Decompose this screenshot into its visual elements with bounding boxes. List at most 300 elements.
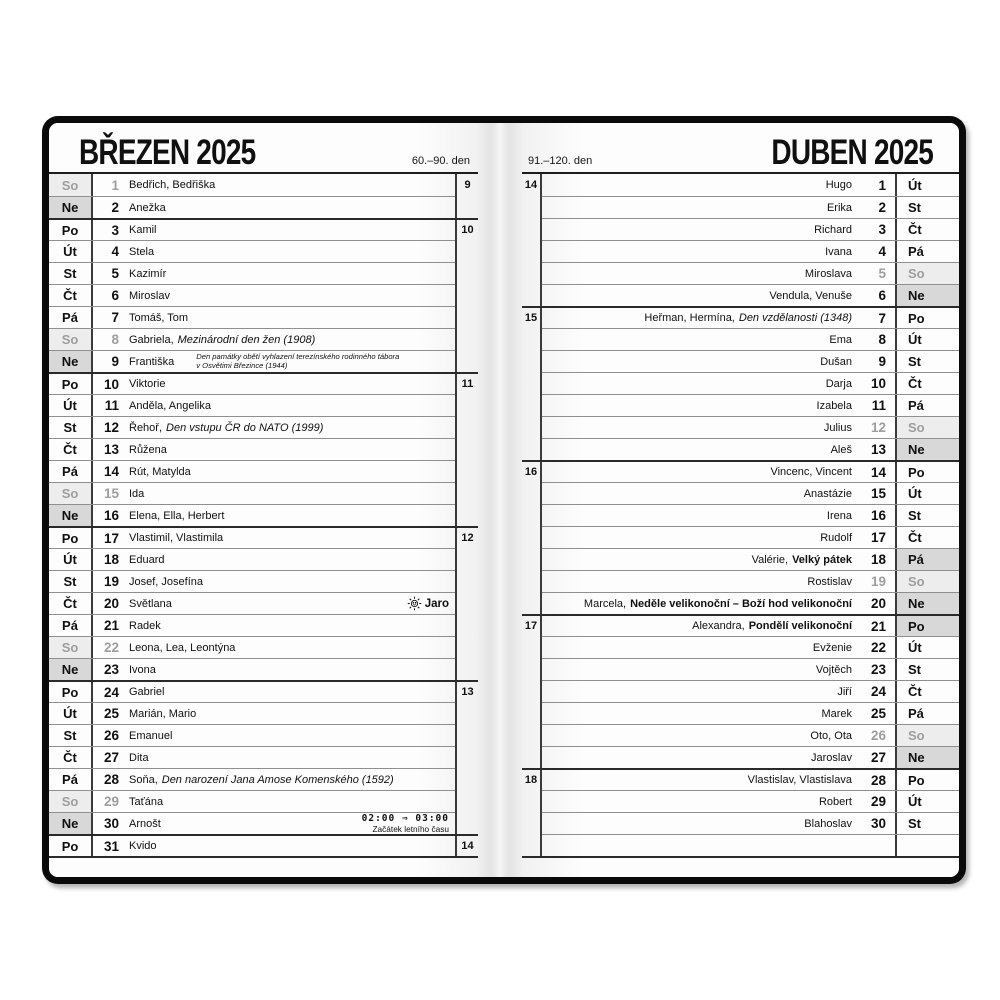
day-number: 28 [870, 772, 886, 788]
name-day-names: Vlastimil, Vlastimila [129, 532, 224, 544]
week-number [455, 592, 478, 614]
name-day-names: Vendula, Venuše [769, 289, 852, 302]
week-number [522, 680, 542, 702]
diary-cover [42, 116, 966, 884]
row-body [119, 769, 455, 790]
row-body [542, 462, 865, 482]
row-body [119, 285, 455, 306]
week-number [455, 284, 478, 306]
row-body [542, 285, 865, 306]
day-number [865, 835, 895, 856]
name-day-names: Stela [129, 245, 155, 258]
day-abbr-cell: Pá [49, 769, 93, 790]
name-day-names: Dita [129, 751, 149, 764]
name-day-names: Aleš [830, 443, 852, 456]
row-body [119, 220, 455, 240]
week-number [522, 240, 542, 262]
calendar-row [522, 284, 959, 306]
row-body [542, 329, 865, 350]
calendar-row [49, 350, 478, 372]
name-day-names: Anděla, Angelika [129, 399, 211, 412]
name-day-names: Vincenc, Vincent [770, 466, 852, 478]
day-number: 19 [103, 574, 119, 589]
calendar-row [522, 592, 959, 614]
day-number: 15 [103, 486, 119, 501]
day-abbr-cell: St [49, 417, 93, 438]
week-number [522, 746, 542, 768]
week-number: 18 [522, 770, 542, 790]
diary-pages [49, 123, 959, 877]
name-day-names: Hugo [825, 179, 852, 191]
row-body [119, 659, 455, 680]
row-body [119, 461, 455, 482]
week-number [522, 394, 542, 416]
calendar-row [522, 680, 959, 702]
calendar-row-empty [522, 834, 959, 856]
row-body [542, 571, 865, 592]
name-day-names: Robert [818, 795, 852, 808]
week-number [522, 658, 542, 680]
week-number: 16 [522, 462, 542, 482]
calendar-row [49, 812, 478, 834]
name-day-names: Irena [826, 509, 852, 522]
week-number [455, 724, 478, 746]
day-abbr-cell: So [895, 725, 959, 746]
day-abbr-cell: Čt [49, 593, 93, 614]
day-abbr-cell: Pá [895, 549, 959, 570]
day-number: 28 [103, 772, 119, 787]
day-number: 13 [103, 442, 119, 457]
name-day-names: Oto, Ota [810, 729, 852, 742]
name-day-names: Blahoslav [804, 817, 852, 830]
month-title-march: BŘEZEN 2025 [79, 133, 256, 173]
row-body [542, 593, 865, 614]
row-body [542, 308, 865, 328]
row-body [119, 682, 455, 702]
calendar-row [49, 482, 478, 504]
sun-face-icon [407, 596, 422, 611]
calendar-row [49, 438, 478, 460]
row-body [119, 174, 455, 196]
day-number: 7 [111, 310, 119, 325]
week-number [455, 812, 478, 834]
day-range-label-april: 91.–120. den [528, 155, 593, 167]
week-number [455, 636, 478, 658]
name-day-names: Světlana [129, 597, 172, 610]
day-number: 21 [103, 618, 119, 633]
day-range-label-march: 60.–90. den [411, 155, 470, 167]
name-day-names: Leona, Lea, Leontýna [129, 641, 236, 654]
name-day-names: Valérie, [751, 553, 789, 566]
row-body [542, 174, 865, 196]
row-body [542, 505, 865, 526]
calendar-row [49, 746, 478, 768]
week-number [455, 416, 478, 438]
calendar-row [49, 196, 478, 218]
name-day-names: Marián, Mario [129, 707, 197, 720]
row-body [542, 616, 865, 636]
name-day-names: Richard [814, 223, 852, 236]
row-body [119, 549, 455, 570]
row-body [542, 835, 865, 856]
week-number [522, 482, 542, 504]
day-abbr-cell: Út [49, 241, 93, 262]
day-number: 4 [878, 244, 886, 259]
calendar-row [522, 768, 959, 790]
row-body [119, 374, 455, 394]
day-abbr-cell: Út [49, 549, 93, 570]
week-number: 10 [455, 220, 478, 240]
name-day-names: Kazimír [129, 267, 167, 280]
week-number [522, 504, 542, 526]
calendar-row [49, 416, 478, 438]
day-abbr-cell: Út [895, 637, 959, 658]
calendar-row [49, 504, 478, 526]
name-day-names: Heřman, Hermína, [644, 312, 735, 324]
day-number: 15 [870, 486, 886, 501]
row-body [119, 637, 455, 658]
week-number [455, 614, 478, 636]
day-abbr-cell: Pá [895, 241, 959, 262]
day-number: 9 [878, 354, 886, 369]
week-number [455, 746, 478, 768]
day-abbr-cell: Po [49, 682, 93, 702]
week-number [455, 790, 478, 812]
name-day-names: Jiří [837, 685, 852, 698]
name-day-names: Elena, Ella, Herbert [129, 509, 225, 522]
day-number: 11 [104, 398, 119, 413]
week-number [522, 416, 542, 438]
day-abbr-cell: Po [49, 836, 93, 856]
calendar-row [522, 438, 959, 460]
week-number [455, 328, 478, 350]
day-abbr-cell: Ne [49, 813, 93, 834]
week-number: 12 [455, 528, 478, 548]
week-number [455, 262, 478, 284]
week-number [522, 812, 542, 834]
calendar-row [49, 306, 478, 328]
holiday-note: Pondělí velikonoční [748, 620, 852, 632]
day-abbr-cell: St [49, 263, 93, 284]
day-number: 30 [103, 816, 119, 831]
day-abbr-cell: St [49, 725, 93, 746]
calendar-grid-april [522, 172, 959, 858]
day-abbr-cell: Ne [895, 285, 959, 306]
week-number [522, 636, 542, 658]
row-body [542, 527, 865, 548]
calendar-row [522, 372, 959, 394]
day-abbr-cell: Út [49, 395, 93, 416]
calendar-row [49, 680, 478, 702]
calendar-row [49, 284, 478, 306]
row-body [542, 417, 865, 438]
calendar-row [49, 570, 478, 592]
name-day-names: Gabriel [129, 686, 165, 698]
day-abbr-cell: Út [895, 174, 959, 196]
day-number: 4 [111, 244, 119, 259]
week-number [522, 350, 542, 372]
day-number: 10 [870, 376, 886, 391]
week-number [455, 438, 478, 460]
day-number: 20 [103, 596, 119, 611]
day-number: 18 [870, 552, 886, 567]
row-body [542, 813, 865, 834]
row-body [119, 395, 455, 416]
observance-note: Den vzdělanosti (1348) [738, 312, 852, 324]
calendar-row [522, 218, 959, 240]
week-number [522, 218, 542, 240]
day-number: 27 [870, 750, 886, 765]
day-number: 20 [870, 596, 886, 611]
calendar-row [522, 306, 959, 328]
calendar-row [522, 658, 959, 680]
week-number [455, 240, 478, 262]
week-number [522, 834, 542, 856]
row-body [542, 395, 865, 416]
week-number [455, 460, 478, 482]
left-page-header [49, 123, 478, 172]
row-body [542, 681, 865, 702]
row-body [542, 725, 865, 746]
row-body [542, 747, 865, 768]
calendar-grid-march [49, 172, 478, 858]
day-abbr-cell: St [895, 813, 959, 834]
calendar-row [522, 746, 959, 768]
day-abbr-cell: Ne [49, 659, 93, 680]
row-body [542, 637, 865, 658]
name-day-names: Izabela [816, 399, 852, 412]
day-abbr-cell: Čt [895, 681, 959, 702]
name-day-names: Darja [825, 377, 852, 390]
week-number [522, 262, 542, 284]
calendar-row [49, 724, 478, 746]
day-number: 27 [103, 750, 119, 765]
day-abbr-cell: Po [49, 220, 93, 240]
row-body [542, 241, 865, 262]
day-abbr-cell: Čt [895, 219, 959, 240]
name-day-names: Gabriela, [129, 333, 174, 346]
week-number [455, 196, 478, 218]
day-abbr-cell: So [49, 329, 93, 350]
row-body [119, 241, 455, 262]
right-page-april [522, 123, 959, 877]
day-abbr-cell: Pá [895, 395, 959, 416]
calendar-row [522, 482, 959, 504]
calendar-row [522, 504, 959, 526]
day-abbr-cell: Čt [895, 373, 959, 394]
name-day-names: Marcela, [583, 597, 627, 610]
day-number: 30 [870, 816, 886, 831]
name-day-names: Arnošt [129, 817, 161, 830]
week-number [455, 570, 478, 592]
dst-annotation [362, 814, 451, 834]
day-number: 14 [103, 464, 119, 479]
day-number: 5 [878, 266, 886, 281]
day-abbr-cell: Ne [49, 505, 93, 526]
calendar-row [522, 328, 959, 350]
observance-note: Den narození Jana Amose Komenského (1592) [161, 773, 394, 786]
row-body [119, 836, 455, 856]
book-spine [478, 123, 522, 877]
name-day-names: Vojtěch [815, 663, 852, 676]
name-day-names: Eduard [129, 553, 165, 566]
name-day-names: Rudolf [820, 531, 852, 544]
day-number: 31 [103, 838, 119, 854]
name-day-names: Anežka [129, 201, 166, 214]
calendar-row [49, 636, 478, 658]
week-number: 9 [455, 174, 478, 196]
day-number: 1 [878, 177, 886, 193]
day-abbr-cell: So [49, 791, 93, 812]
day-number: 25 [103, 706, 119, 721]
week-number [522, 526, 542, 548]
calendar-row [522, 526, 959, 548]
row-body [542, 770, 865, 790]
calendar-row [522, 614, 959, 636]
day-abbr-cell: St [895, 197, 959, 218]
calendar-row [49, 526, 478, 548]
calendar-row [522, 174, 959, 196]
name-day-names: Miroslav [129, 289, 170, 302]
name-day-names: Josef, Josefína [129, 575, 203, 588]
name-day-names: Dušan [820, 355, 852, 368]
calendar-row [49, 174, 478, 196]
calendar-row [49, 614, 478, 636]
row-body [119, 483, 455, 504]
row-body [119, 351, 455, 372]
name-day-names: Kvido [129, 840, 157, 852]
calendar-row [522, 790, 959, 812]
calendar-row [49, 240, 478, 262]
week-number [455, 394, 478, 416]
observance-note: Mezinárodní den žen (1908) [177, 333, 316, 346]
row-body [119, 593, 455, 614]
week-number [522, 284, 542, 306]
calendar-row [522, 812, 959, 834]
right-page-header [522, 123, 959, 172]
calendar-row [522, 460, 959, 482]
day-abbr-cell: Út [895, 329, 959, 350]
week-number [455, 306, 478, 328]
week-number [522, 724, 542, 746]
day-number: 26 [870, 728, 886, 743]
row-body [119, 417, 455, 438]
week-number: 14 [522, 174, 542, 196]
day-abbr-cell: Ne [895, 593, 959, 614]
day-number: 3 [878, 222, 886, 237]
day-abbr-cell: Pá [49, 615, 93, 636]
calendar-row [522, 570, 959, 592]
row-body [542, 263, 865, 284]
day-number: 18 [103, 552, 119, 567]
row-body [119, 725, 455, 746]
day-number: 24 [870, 684, 886, 699]
calendar-row [49, 702, 478, 724]
day-number: 11 [871, 398, 886, 413]
dst-label: Začátek letního času [372, 823, 449, 834]
day-number: 17 [103, 530, 119, 546]
week-number: 13 [455, 682, 478, 702]
name-day-names: Ida [129, 487, 145, 500]
day-abbr-cell: So [895, 263, 959, 284]
name-day-names: Ivana [825, 245, 852, 258]
calendar-row [522, 724, 959, 746]
name-day-names: Taťána [129, 795, 164, 808]
day-abbr-cell: Čt [49, 747, 93, 768]
holiday-note: Neděle velikonoční – Boží hod velikonoční [630, 597, 852, 610]
day-abbr-cell: Pá [895, 703, 959, 724]
memorial-note [196, 353, 399, 370]
day-abbr-cell: St [895, 351, 959, 372]
row-body [119, 439, 455, 460]
day-abbr-cell: St [49, 571, 93, 592]
day-abbr-cell: Pá [49, 461, 93, 482]
calendar-row [49, 592, 478, 614]
day-number: 3 [111, 222, 119, 238]
day-abbr-cell: Čt [895, 527, 959, 548]
week-number [522, 790, 542, 812]
week-number [522, 548, 542, 570]
week-number: 11 [455, 374, 478, 394]
name-day-names: Radek [129, 619, 161, 632]
spring-annotation [407, 596, 451, 611]
week-number [522, 328, 542, 350]
day-abbr-cell: Út [895, 483, 959, 504]
observance-note: Den vstupu ČR do NATO (1999) [166, 421, 324, 434]
week-number [455, 350, 478, 372]
row-body [542, 439, 865, 460]
week-number: 17 [522, 616, 542, 636]
name-day-names: Miroslava [804, 267, 852, 280]
calendar-row [49, 328, 478, 350]
name-day-names: Emanuel [129, 729, 173, 742]
day-number: 8 [878, 332, 886, 347]
day-abbr-cell: Po [895, 308, 959, 328]
name-day-names: Tomáš, Tom [129, 311, 189, 324]
memorial-note-line: Den památky obětí vyhlazení terezínského rodinného tábora [196, 352, 400, 362]
name-day-names: Řehoř, [129, 421, 163, 434]
week-number [522, 196, 542, 218]
day-abbr-cell: Čt [49, 285, 93, 306]
day-number: 10 [103, 376, 119, 392]
day-abbr-cell: Po [49, 528, 93, 548]
row-body [542, 549, 865, 570]
week-number [522, 372, 542, 394]
day-number: 1 [111, 177, 119, 193]
day-number: 6 [111, 288, 119, 303]
day-abbr-cell: Pá [49, 307, 93, 328]
name-day-names: Františka [129, 355, 175, 368]
name-day-names: Evženie [812, 641, 852, 654]
row-body [542, 791, 865, 812]
row-body [542, 659, 865, 680]
name-day-names: Alexandra, [692, 620, 745, 632]
day-number: 9 [111, 354, 119, 369]
row-body [119, 197, 455, 218]
row-body [542, 351, 865, 372]
week-number [522, 702, 542, 724]
calendar-row [49, 834, 478, 856]
day-number: 21 [870, 618, 886, 634]
calendar-row [522, 636, 959, 658]
calendar-row [49, 262, 478, 284]
name-day-names: Vlastislav, Vlastislava [747, 774, 852, 786]
week-number: 15 [522, 308, 542, 328]
row-body [542, 483, 865, 504]
day-number: 29 [870, 794, 886, 809]
name-day-names: Kamil [129, 224, 157, 236]
row-body [119, 791, 455, 812]
